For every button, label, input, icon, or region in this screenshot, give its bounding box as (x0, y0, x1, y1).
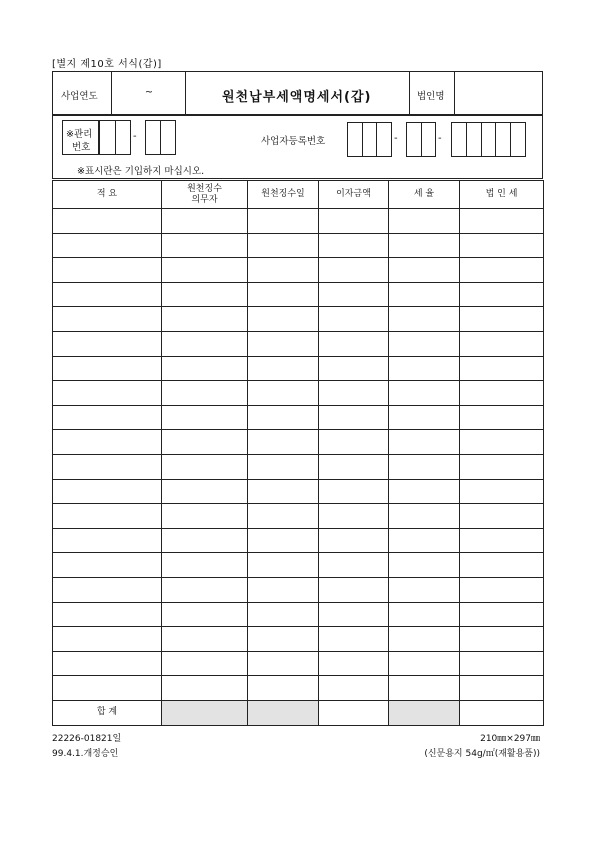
table-cell-input[interactable] (53, 651, 162, 676)
table-cell-input[interactable] (248, 381, 319, 406)
total-cell (248, 700, 319, 725)
table-cell-input[interactable] (319, 331, 389, 356)
table-cell-input[interactable] (319, 405, 389, 430)
column-header (53, 181, 162, 209)
table-cell-input[interactable] (319, 430, 389, 455)
table-cell-input[interactable] (53, 356, 162, 381)
table-cell-input[interactable] (53, 233, 162, 258)
business-year-label: 사업연도 (61, 91, 98, 102)
table-row (53, 602, 544, 627)
column-header-line1: 원천징수일 (261, 189, 305, 199)
table-cell-input[interactable] (460, 307, 544, 332)
table-cell-input[interactable] (460, 454, 544, 479)
table-row (53, 356, 544, 381)
table-row (53, 676, 544, 701)
table-cell-input[interactable] (389, 553, 460, 578)
total-cell (162, 700, 248, 725)
table-cell-input[interactable] (460, 627, 544, 652)
table-cell-input[interactable] (162, 356, 248, 381)
table-cell-input[interactable] (319, 282, 389, 307)
table-cell-input[interactable] (389, 258, 460, 283)
table-row (53, 331, 544, 356)
table-cell-input[interactable] (162, 331, 248, 356)
table-cell-input[interactable] (460, 528, 544, 553)
form-label: [별지 제10호 서식(갑)] (52, 59, 162, 70)
table-cell-input[interactable] (460, 209, 544, 234)
table-cell-input[interactable] (248, 651, 319, 676)
table-cell-input[interactable] (319, 233, 389, 258)
table-cell-input[interactable] (53, 258, 162, 283)
table-cell-input[interactable] (162, 381, 248, 406)
table-cell-input[interactable] (389, 504, 460, 529)
table-cell-input[interactable] (53, 331, 162, 356)
table-cell-input[interactable] (460, 356, 544, 381)
table-cell-input[interactable] (248, 504, 319, 529)
table-cell-input[interactable] (53, 504, 162, 529)
table-row (53, 479, 544, 504)
table-cell-input[interactable] (162, 602, 248, 627)
table-cell-input[interactable] (53, 553, 162, 578)
table-row (53, 504, 544, 529)
table-cell-input[interactable] (319, 356, 389, 381)
table-cell-input[interactable] (248, 282, 319, 307)
table-cell-input[interactable] (319, 528, 389, 553)
table-cell-input[interactable] (319, 602, 389, 627)
table-cell-input[interactable] (389, 602, 460, 627)
table-cell-input[interactable] (53, 381, 162, 406)
table-cell-input[interactable] (162, 430, 248, 455)
table-cell-input[interactable] (389, 454, 460, 479)
table-cell-input[interactable] (162, 577, 248, 602)
table-cell-input[interactable] (162, 553, 248, 578)
table-cell-input[interactable] (389, 282, 460, 307)
biz-reg-no-cells-c[interactable] (451, 122, 526, 157)
table-cell-input[interactable] (460, 233, 544, 258)
table-row (53, 553, 544, 578)
column-header-line2: 의무자 (191, 194, 218, 205)
table-cell-input[interactable] (389, 528, 460, 553)
table-row (53, 209, 544, 234)
table-cell-input[interactable] (389, 331, 460, 356)
table-cell-input[interactable] (162, 233, 248, 258)
corp-name-label: 법인명 (417, 91, 445, 102)
table-cell-input[interactable] (162, 627, 248, 652)
column-header (162, 181, 248, 209)
table-cell-input[interactable] (319, 258, 389, 283)
table-row (53, 282, 544, 307)
fill-note: ※표시란은 기입하지 마십시오. (77, 166, 205, 177)
table-cell-input[interactable] (248, 209, 319, 234)
table-cell-input[interactable] (248, 331, 319, 356)
table-cell-input[interactable] (319, 479, 389, 504)
total-cell[interactable] (460, 700, 544, 725)
table-cell-input[interactable] (248, 577, 319, 602)
column-header (248, 181, 319, 209)
table-cell-input[interactable] (248, 356, 319, 381)
biz-reg-no-dash-1: - (394, 133, 398, 144)
table-row (53, 430, 544, 455)
table-cell-input[interactable] (389, 307, 460, 332)
table-cell-input[interactable] (460, 504, 544, 529)
paper-size: 210㎜×297㎜ (480, 734, 540, 744)
mgmt-no-label-box (62, 120, 99, 155)
table-cell-input[interactable] (389, 577, 460, 602)
table-cell-input[interactable] (460, 676, 544, 701)
table-cell-input[interactable] (319, 676, 389, 701)
table-cell-input[interactable] (162, 676, 248, 701)
table-row (53, 528, 544, 553)
table-cell-input[interactable] (460, 479, 544, 504)
paper-spec: (신문용지 54g/㎡(재활용품)) (424, 749, 540, 759)
table-cell-input[interactable] (53, 282, 162, 307)
table-cell-input[interactable] (460, 651, 544, 676)
mgmt-no-dash: - (133, 131, 137, 142)
corp-name-field[interactable] (456, 73, 541, 113)
table-cell-input[interactable] (248, 528, 319, 553)
table-cell-input[interactable] (460, 282, 544, 307)
form-title: 원천납부세액명세서(갑) (222, 90, 372, 105)
table-cell-input[interactable] (389, 381, 460, 406)
table-cell-input[interactable] (248, 479, 319, 504)
form-code: 22226-01821일 (52, 734, 122, 744)
table-cell-input[interactable] (460, 258, 544, 283)
table-cell-input[interactable] (319, 454, 389, 479)
approval-date: 99.4.1.개정승인 (52, 749, 119, 759)
table-cell-input[interactable] (53, 307, 162, 332)
table-row (53, 307, 544, 332)
table-cell-input[interactable] (162, 454, 248, 479)
table-cell-input[interactable] (248, 258, 319, 283)
table-cell-input[interactable] (460, 405, 544, 430)
table-cell-input[interactable] (319, 651, 389, 676)
column-header-line1: 법 인 세 (485, 189, 518, 199)
table-cell-input[interactable] (162, 209, 248, 234)
table-row (53, 651, 544, 676)
column-header-line1: 원천징수 (187, 183, 222, 194)
table-cell-input[interactable] (162, 528, 248, 553)
table-row (53, 381, 544, 406)
table-cell-input[interactable] (248, 430, 319, 455)
table-cell-input[interactable] (53, 430, 162, 455)
tax-detail-table (52, 180, 544, 726)
mgmt-no-label-line2: 번호 (72, 142, 91, 153)
biz-reg-no-label: 사업자등록번호 (261, 136, 326, 147)
table-cell-input[interactable] (162, 405, 248, 430)
table-cell-input[interactable] (248, 627, 319, 652)
table-cell-input[interactable] (162, 504, 248, 529)
table-cell-input[interactable] (389, 651, 460, 676)
column-header-line1: 세 율 (413, 189, 435, 199)
column-header-line1: 적 요 (96, 189, 118, 199)
table-header-row (53, 181, 544, 209)
table-cell-input[interactable] (319, 504, 389, 529)
table-cell-input[interactable] (248, 307, 319, 332)
biz-reg-no-cells-a[interactable] (347, 122, 392, 157)
table-cell-input[interactable] (53, 577, 162, 602)
table-cell-input[interactable] (53, 479, 162, 504)
total-label: 합 계 (53, 700, 162, 725)
table-cell-input[interactable] (248, 553, 319, 578)
table-row (53, 405, 544, 430)
table-cell-input[interactable] (389, 233, 460, 258)
table-row (53, 233, 544, 258)
table-cell-input[interactable] (162, 282, 248, 307)
table-row (53, 577, 544, 602)
table-cell-input[interactable] (248, 602, 319, 627)
table-cell-input[interactable] (389, 479, 460, 504)
table-cell-input[interactable] (162, 258, 248, 283)
column-header (319, 181, 389, 209)
table-cell-input[interactable] (389, 627, 460, 652)
table-cell-input[interactable] (248, 405, 319, 430)
table-cell-input[interactable] (162, 307, 248, 332)
total-cell[interactable] (319, 700, 389, 725)
table-cell-input[interactable] (162, 651, 248, 676)
table-cell-input[interactable] (319, 553, 389, 578)
biz-reg-no-dash-2: - (438, 133, 442, 144)
table-cell-input[interactable] (460, 381, 544, 406)
table-cell-input[interactable] (53, 627, 162, 652)
mgmt-no-label-line1: ※관리 (66, 129, 93, 140)
column-header (460, 181, 544, 209)
table-cell-input[interactable] (53, 209, 162, 234)
table-cell-input[interactable] (248, 676, 319, 701)
column-header (389, 181, 460, 209)
table-cell-input[interactable] (389, 405, 460, 430)
table-row (53, 454, 544, 479)
table-cell-input[interactable] (460, 577, 544, 602)
table-cell-input[interactable] (389, 209, 460, 234)
table-cell-input[interactable] (248, 454, 319, 479)
table-cell-input[interactable] (460, 602, 544, 627)
table-cell-input[interactable] (319, 577, 389, 602)
table-cell-input[interactable] (53, 676, 162, 701)
table-row (53, 258, 544, 283)
period-separator: ~ (145, 87, 153, 98)
column-header-line1: 이자금액 (336, 189, 371, 199)
table-row (53, 627, 544, 652)
table-cell-input[interactable] (319, 307, 389, 332)
biz-reg-no-cells-b[interactable] (406, 122, 436, 157)
table-cell-input[interactable] (319, 209, 389, 234)
table-cell-input[interactable] (460, 430, 544, 455)
business-year-end-field[interactable] (140, 98, 182, 112)
table-cell-input[interactable] (389, 430, 460, 455)
table-cell-input[interactable] (162, 479, 248, 504)
mgmt-no-cells-b[interactable] (145, 120, 176, 155)
table-cell-input[interactable] (53, 454, 162, 479)
table-cell-input[interactable] (319, 381, 389, 406)
table-cell-input[interactable] (389, 676, 460, 701)
table-cell-input[interactable] (319, 627, 389, 652)
total-row (53, 700, 544, 725)
table-cell-input[interactable] (389, 356, 460, 381)
table-cell-input[interactable] (248, 233, 319, 258)
table-cell-input[interactable] (53, 405, 162, 430)
table-cell-input[interactable] (460, 553, 544, 578)
mgmt-no-cells-a[interactable] (99, 120, 131, 155)
table-cell-input[interactable] (53, 528, 162, 553)
total-cell (389, 700, 460, 725)
table-cell-input[interactable] (460, 331, 544, 356)
table-cell-input[interactable] (53, 602, 162, 627)
